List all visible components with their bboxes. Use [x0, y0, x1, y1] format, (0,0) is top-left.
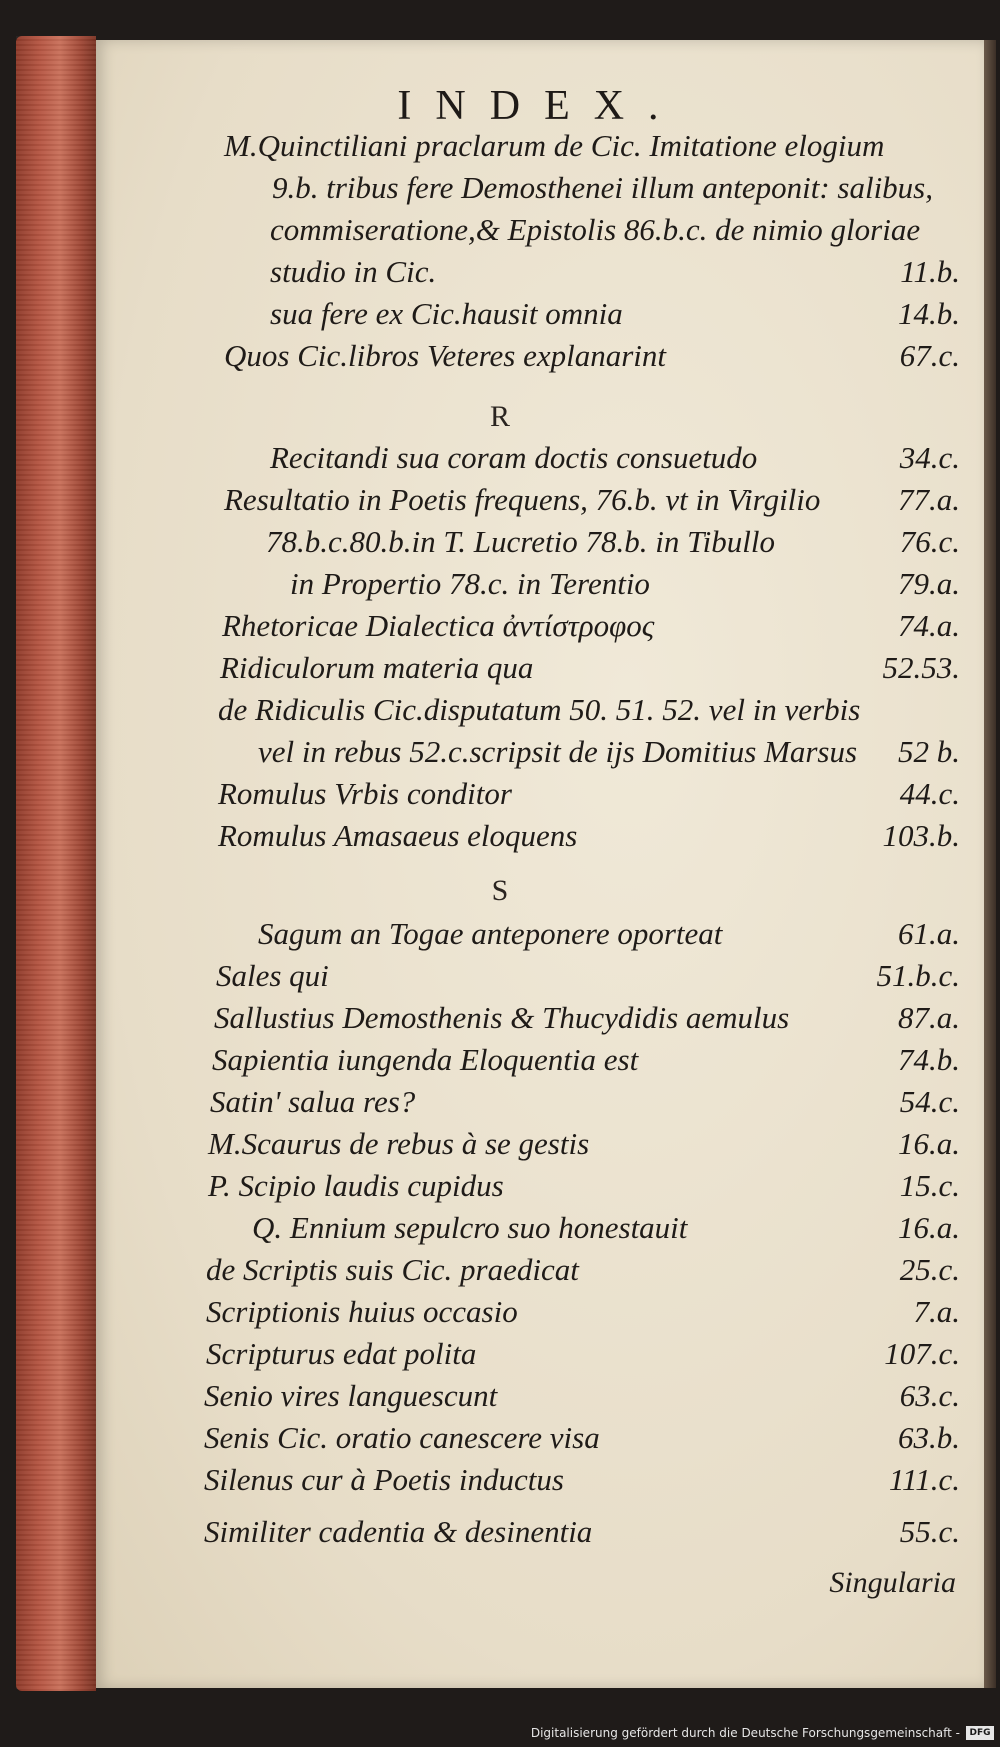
section-letter-s: S	[491, 874, 509, 907]
index-entry: Resultatio in Poetis frequens, 76.b. vt in Virgilio 77.a.	[224, 482, 960, 517]
dfg-logo: DFG	[966, 1726, 994, 1740]
index-entry: Sagum an Togae anteponere oporteat 61.a.	[258, 916, 960, 951]
index-entry: Similiter cadentia & desinentia 55.c.	[204, 1514, 960, 1549]
index-entry: commiseratione,& Epistolis 86.b.c. de nimio gloriae	[270, 212, 921, 247]
index-entry: Silenus cur à Poetis inductus 111.c.	[204, 1462, 960, 1497]
index-entry: de Ridiculis Cic.disputatum 50. 51. 52. vel in verbis	[218, 692, 861, 727]
index-entry: Q. Ennium sepulcro suo honestauit 16.a.	[252, 1210, 960, 1245]
section-letter-r: R	[489, 400, 510, 433]
index-entry: Romulus Vrbis conditor 44.c.	[218, 776, 960, 811]
index-entry: Romulus Amasaeus eloquens 103.b.	[218, 818, 960, 853]
index-entry: 9.b. tribus fere Demosthenei illum anteponit: salibus,	[272, 170, 933, 205]
index-entry: Senis Cic. oratio canescere visa 63.b.	[204, 1420, 960, 1455]
index-entry: Scriptionis huius occasio 7.a.	[206, 1294, 960, 1329]
index-entry: Sallustius Demosthenis & Thucydidis aemulus 87.a.	[214, 1000, 960, 1035]
index-entry: Quos Cic.libros Veteres explanarint 67.c.	[224, 338, 960, 373]
index-entry: de Scriptis suis Cic. praedicat 25.c.	[206, 1252, 960, 1287]
index-title: INDEX.	[397, 83, 683, 129]
index-entry: Senio vires languescunt 63.c.	[204, 1378, 960, 1413]
index-entry: Scripturus edat polita 107.c.	[206, 1336, 960, 1371]
index-entry: Satin' salua res? 54.c.	[210, 1084, 960, 1119]
index-entry: Sapientia iungenda Eloquentia est 74.b.	[212, 1042, 960, 1077]
index-entry: P. Scipio laudis cupidus 15.c.	[208, 1168, 960, 1203]
index-entry: Sales qui 51.b.c.	[216, 958, 960, 993]
index-entry: Ridiculorum materia qua 52.53.	[220, 650, 960, 685]
index-entry: sua fere ex Cic.hausit omnia 14.b.	[270, 296, 960, 331]
index-entry: Recitandi sua coram doctis consuetudo 34.c.	[270, 440, 960, 475]
catchword: Singularia	[829, 1566, 956, 1599]
index-entry: vel in rebus 52.c.scripsit de ijs Domitius Marsus 52 b.	[258, 734, 960, 769]
digitization-footer	[531, 1723, 994, 1743]
index-entry: 78.b.c.80.b.in T. Lucretio 78.b. in Tibullo 76.c.	[266, 524, 960, 559]
index-entry: studio in Cic. 11.b.	[270, 254, 960, 289]
index-entry: Rhetoricae Dialectica ἀντίστροφος 74.a.	[222, 608, 960, 643]
index-entry: M.Quinctiliani praclarum de Cic. Imitatione elogium	[224, 128, 885, 163]
index-entry: in Propertio 78.c. in Terentio 79.a.	[290, 566, 960, 601]
index-entry: M.Scaurus de rebus à se gestis 16.a.	[208, 1126, 960, 1161]
footer-text: Digitalisierung gefördert durch die Deutsche Forschungsgemeinschaft -	[530, 1726, 960, 1740]
